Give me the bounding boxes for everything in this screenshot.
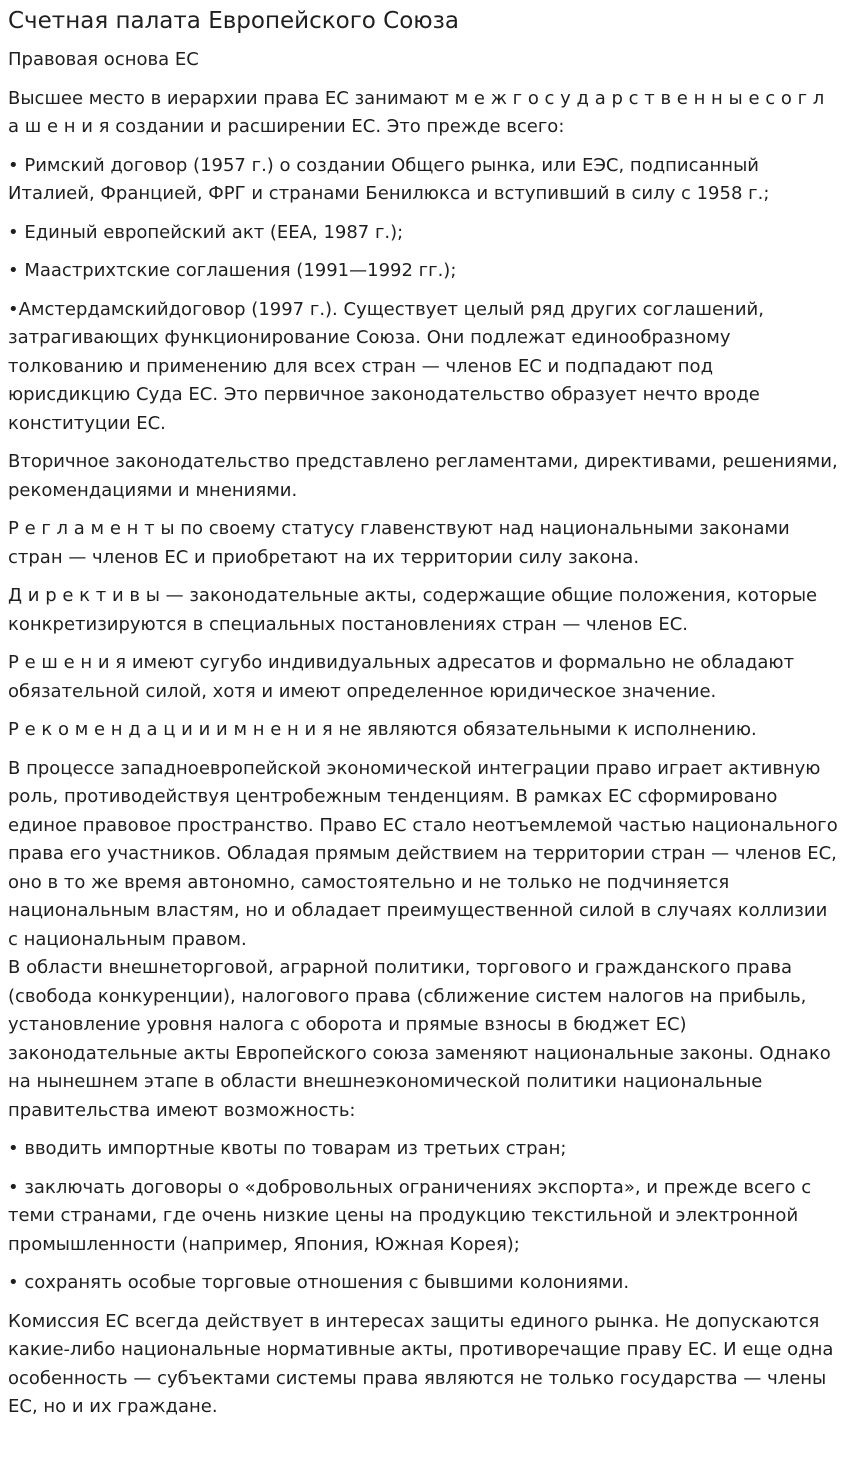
paragraph: В процессе западноевропейской экономической интеграции право играет активную роль, противодействуя центробежным тенденциям. В рамках ЕС сформировано единое правовое пространство. Право ЕС стало неотъемлемой частью национального права его участников. Обладая прямым действием на территории стран — членов ЕС, оно в то же время автономно, самостоятельно и не только не подчиняется национальным властям, но и обладает преимущественной силой в случаях коллизии с национальным правом. <box>8 757 838 950</box>
list-item: • Маастрихтские соглашения (1991—1992 гг.); <box>8 260 457 281</box>
list-item: • сохранять особые торговые отношения с бывшими колониями. <box>8 1272 630 1293</box>
list-item: • Единый европейский акт (ЕЕА, 1987 г.); <box>8 221 404 243</box>
list-item: •Амстердамскийдоговор (1997 г.). Существует целый ряд других соглашений, затрагивающих функционирование Союза. Они подлежат единообразному толкованию и применению для всех стран — членов ЕС и подпадают под юрисдикцию Суда ЕС. Это первичное законодательство образует нечто вроде конституции ЕС. <box>8 298 764 434</box>
paragraph: В области внешнеторговой, аграрной политики, торгового и гражданского права (свобода конкуренции), налогового права (сближение систем налогов на прибыль, установление уровня налога с оборота и прямые взносы в бюджет ЕС) законодательные акты Европейского союза заменяют национальные законы. Однако на нынешнем этапе в области внешнеэкономической политики национальные правительства имеют возможность: <box>8 957 831 1121</box>
section-heading: Правовая основа ЕС <box>8 49 199 70</box>
page-title: Счетная палата Европейского Союза <box>8 8 459 34</box>
paragraph: Вторичное законодательство представлено регламентами, директивами, решениями, рекомендациями и мнениями. <box>8 451 838 501</box>
paragraph: Высшее место в иерархии права ЕС занимают м е ж г о с у д а р с т в е н н ы е с о г л а ш е н и я создании и расширении ЕС. Это прежде всего: <box>8 87 825 137</box>
paragraph: Р е к о м е н д а ц и и и м н е н и я не являются обязательными к исполнению. <box>8 719 757 740</box>
paragraph: Р е г л а м е н т ы по своему статусу главенствуют над национальными законами стран — членов ЕС и приобретают на их территории силу закона. <box>8 518 790 568</box>
paragraph: Р е ш е н и я имеют сугубо индивидуальных адресатов и формально не обладают обязательной силой, хотя и имеют определенное юридическое значение. <box>8 652 795 702</box>
list-item: • Римский договор (1957 г.) о создании Общего рынка, или ЕЭС, подписанный Италией, Францией, ФРГ и странами Бенилюкса и вступивший в силу с 1958 г.; <box>8 154 770 204</box>
list-item: • заключать договоры о «добровольных ограничениях экспорта», и прежде всего с теми странами, где очень низкие цены на продукцию текстильной и электронной промышленности (например, Япония, Южная Корея); <box>8 1176 812 1255</box>
list-item: • вводить импортные квоты по товарам из третьих стран; <box>8 1138 567 1159</box>
paragraph: Комиссия ЕС всегда действует в интересах защиты единого рынка. Не допускаются какие-либо национальные нормативные акты, противоречащие праву ЕС. И еще одна особенность — субъектами системы права являются не только государства — члены ЕС, но и их граждане. <box>8 1310 834 1417</box>
paragraph: Д и р е к т и в ы — законодательные акты, содержащие общие положения, которые конкретизируются в специальных постановлениях стран — членов ЕС. <box>8 585 818 635</box>
